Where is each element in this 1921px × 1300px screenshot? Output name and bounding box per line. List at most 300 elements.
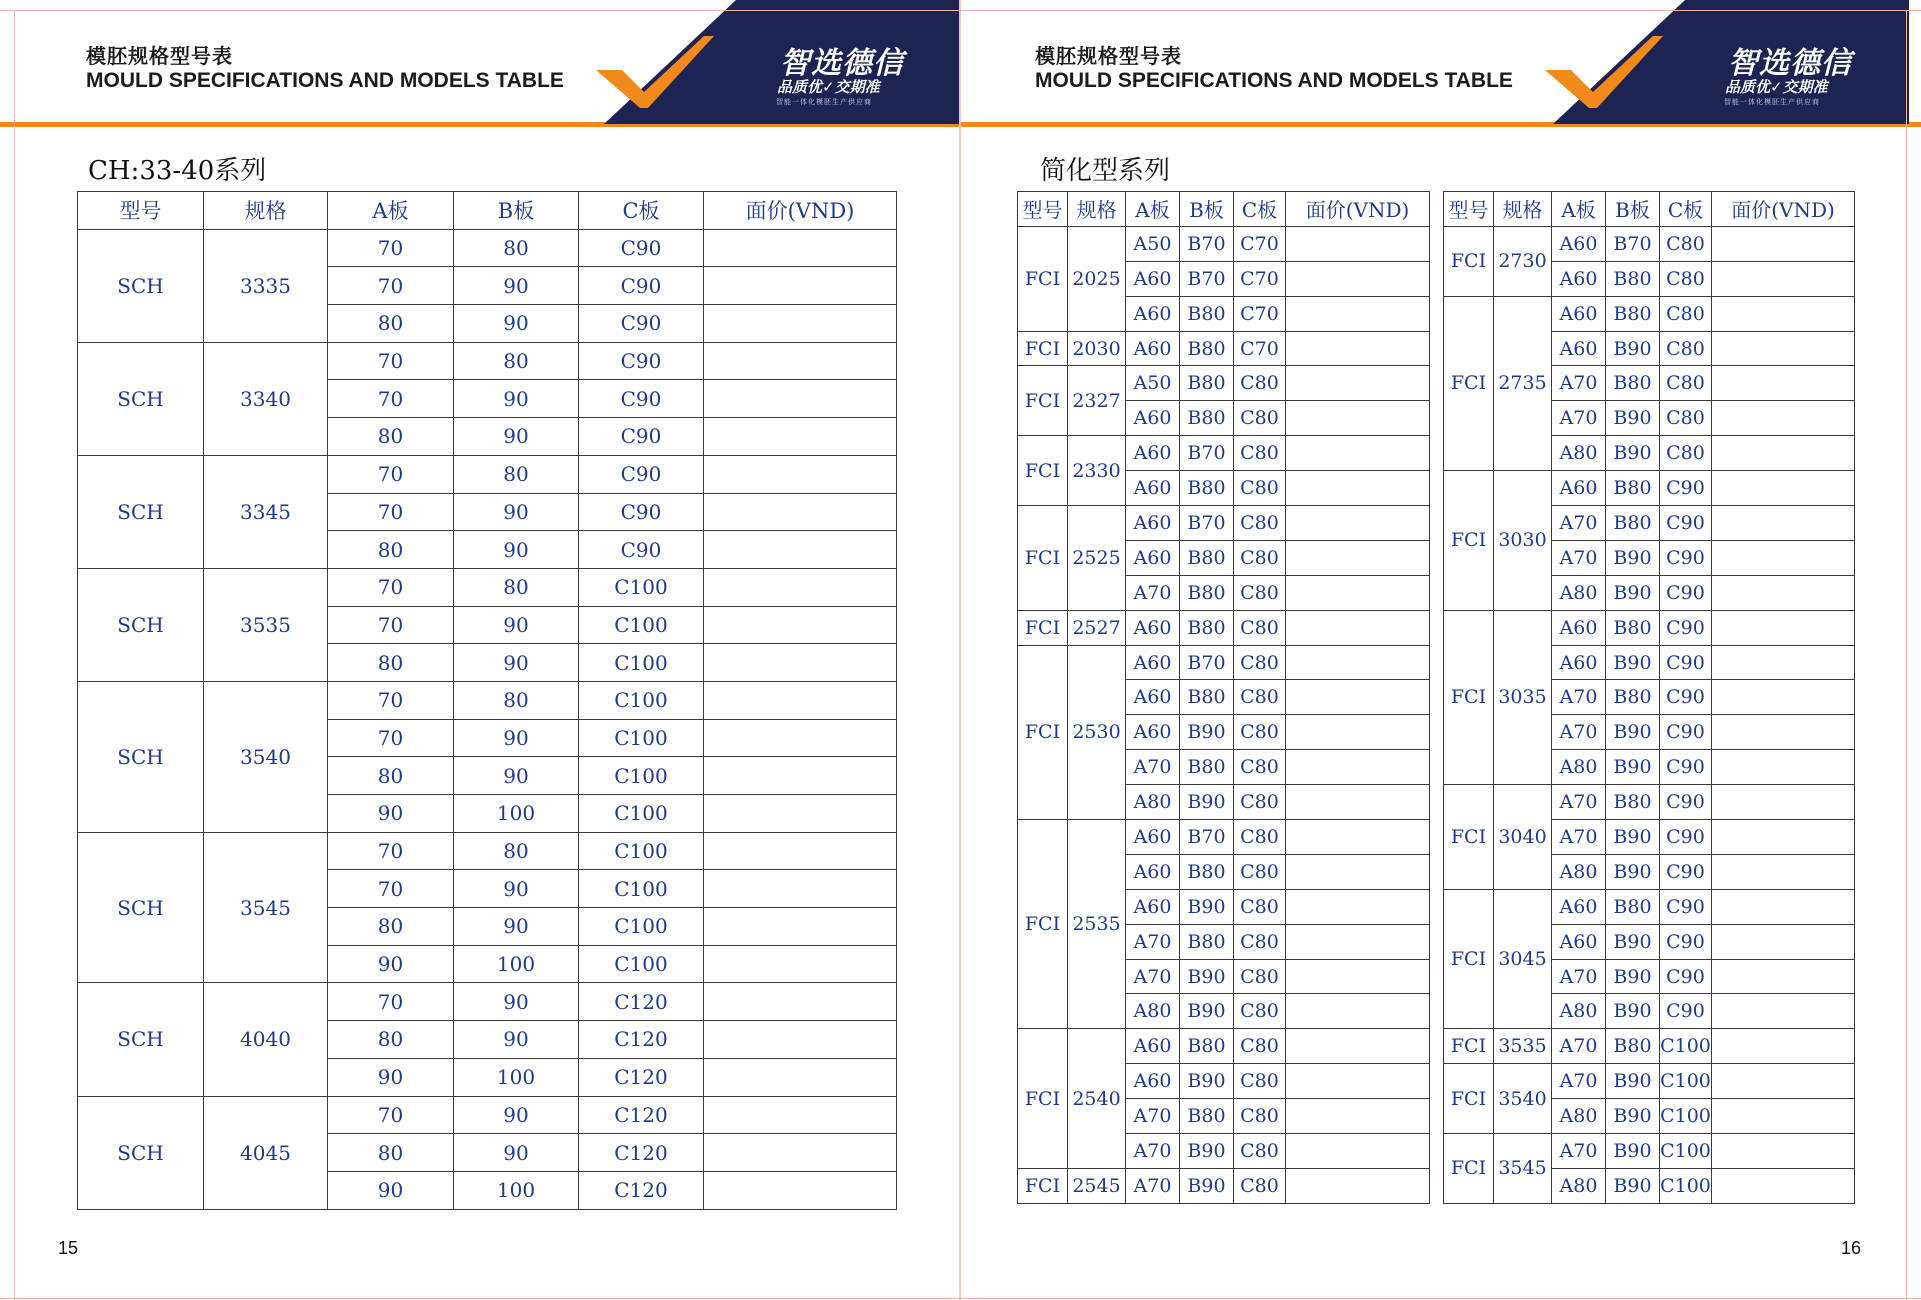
b-plate-cell: B90: [1606, 575, 1660, 610]
header-title-en: MOULD SPECIFICATIONS AND MODELS TABLE: [1035, 69, 1513, 92]
model-cell: FCI: [1444, 785, 1494, 890]
a-plate-cell: A60: [1126, 1029, 1180, 1064]
a-plate-cell: 80: [328, 418, 454, 456]
price-cell: [704, 870, 897, 908]
a-plate-cell: 70: [328, 493, 454, 531]
b-plate-cell: B90: [1180, 994, 1234, 1029]
b-plate-cell: 80: [454, 229, 579, 267]
a-plate-cell: A80: [1552, 854, 1606, 889]
a-plate-cell: A80: [1126, 785, 1180, 820]
model-cell: SCH: [78, 568, 204, 681]
b-plate-cell: B90: [1606, 436, 1660, 471]
b-plate-cell: B80: [1606, 1029, 1660, 1064]
c-plate-cell: C80: [1234, 1029, 1286, 1064]
b-plate-cell: B90: [1606, 924, 1660, 959]
c-plate-cell: C80: [1234, 366, 1286, 401]
a-plate-cell: A60: [1126, 1064, 1180, 1099]
price-cell: [1286, 366, 1430, 401]
b-plate-cell: B80: [1606, 889, 1660, 924]
table-row: [1444, 1029, 1855, 1064]
a-plate-cell: A80: [1552, 1168, 1606, 1203]
a-plate-cell: A70: [1552, 366, 1606, 401]
spec-cell: 4040: [204, 983, 328, 1096]
model-cell: FCI: [1444, 296, 1494, 470]
model-cell: FCI: [1018, 1168, 1068, 1203]
b-plate-cell: B80: [1180, 401, 1234, 436]
c-plate-cell: C90: [1660, 820, 1712, 855]
a-plate-cell: 70: [328, 229, 454, 267]
model-cell: SCH: [78, 832, 204, 983]
c-plate-cell: C120: [579, 1134, 704, 1172]
a-plate-cell: 80: [328, 757, 454, 795]
a-plate-cell: A70: [1126, 750, 1180, 785]
a-plate-cell: A60: [1552, 645, 1606, 680]
table-row: [1018, 331, 1430, 366]
a-plate-cell: A70: [1552, 401, 1606, 436]
table-row: [1018, 610, 1430, 645]
price-cell: [1286, 296, 1430, 331]
trim-line: [1906, 10, 1907, 1300]
c-plate-cell: C90: [1660, 994, 1712, 1029]
table-row: [1444, 471, 1855, 506]
c-plate-cell: C120: [579, 1058, 704, 1096]
header-model: 型号: [1018, 192, 1068, 227]
table-row: [78, 1096, 897, 1134]
a-plate-cell: 80: [328, 644, 454, 682]
c-plate-cell: C100: [579, 832, 704, 870]
a-plate-cell: A60: [1552, 924, 1606, 959]
c-plate-cell: C100: [579, 795, 704, 833]
b-plate-cell: 90: [454, 983, 579, 1021]
model-cell: FCI: [1444, 1029, 1494, 1064]
spec-table-fci-1: [1017, 191, 1430, 1204]
price-cell: [1286, 1134, 1430, 1169]
price-cell: [1712, 820, 1855, 855]
b-plate-cell: B90: [1606, 1168, 1660, 1203]
a-plate-cell: A70: [1126, 575, 1180, 610]
header-spec: 规格: [1068, 192, 1126, 227]
c-plate-cell: C100: [579, 908, 704, 946]
model-cell: FCI: [1018, 436, 1068, 506]
price-cell: [1712, 1134, 1855, 1169]
a-plate-cell: A60: [1126, 715, 1180, 750]
a-plate-cell: A50: [1126, 226, 1180, 261]
b-plate-cell: B90: [1606, 401, 1660, 436]
header-b-plate: B板: [1606, 192, 1660, 227]
a-plate-cell: 70: [328, 606, 454, 644]
a-plate-cell: A70: [1552, 1029, 1606, 1064]
a-plate-cell: A70: [1126, 924, 1180, 959]
price-cell: [704, 1171, 897, 1209]
price-cell: [1286, 924, 1430, 959]
price-cell: [1712, 401, 1855, 436]
header-b-plate: B板: [454, 192, 579, 230]
b-plate-cell: B80: [1180, 471, 1234, 506]
price-cell: [1712, 994, 1855, 1029]
a-plate-cell: A60: [1126, 610, 1180, 645]
table-row: [1018, 366, 1430, 401]
c-plate-cell: C90: [1660, 610, 1712, 645]
b-plate-cell: 90: [454, 493, 579, 531]
header-model: 型号: [1444, 192, 1494, 227]
a-plate-cell: A60: [1552, 296, 1606, 331]
a-plate-cell: A60: [1126, 506, 1180, 541]
a-plate-cell: A70: [1552, 540, 1606, 575]
price-cell: [704, 1096, 897, 1134]
model-cell: FCI: [1018, 226, 1068, 331]
price-cell: [704, 267, 897, 305]
a-plate-cell: A60: [1126, 436, 1180, 471]
price-cell: [704, 832, 897, 870]
b-plate-cell: 80: [454, 832, 579, 870]
model-cell: FCI: [1444, 889, 1494, 1029]
b-plate-cell: B90: [1606, 820, 1660, 855]
b-plate-cell: B80: [1180, 331, 1234, 366]
b-plate-cell: 90: [454, 267, 579, 305]
trim-line: [0, 1298, 1921, 1299]
price-cell: [1712, 575, 1855, 610]
spec-cell: 3540: [1494, 1064, 1552, 1134]
a-plate-cell: A70: [1552, 715, 1606, 750]
b-plate-cell: B80: [1180, 750, 1234, 785]
c-plate-cell: C90: [1660, 750, 1712, 785]
b-plate-cell: 100: [454, 1171, 579, 1209]
price-cell: [1286, 610, 1430, 645]
price-cell: [1712, 540, 1855, 575]
c-plate-cell: C80: [1234, 889, 1286, 924]
price-cell: [704, 606, 897, 644]
a-plate-cell: A80: [1552, 750, 1606, 785]
brand-tagline: 智能一体化模胚生产供应商: [776, 98, 872, 106]
b-plate-cell: B80: [1606, 680, 1660, 715]
c-plate-cell: C90: [1660, 540, 1712, 575]
c-plate-cell: C70: [1234, 296, 1286, 331]
c-plate-cell: C90: [1660, 680, 1712, 715]
b-plate-cell: B70: [1180, 261, 1234, 296]
b-plate-cell: 80: [454, 681, 579, 719]
header-c-plate: C板: [579, 192, 704, 230]
table-row: [78, 229, 897, 267]
a-plate-cell: A60: [1126, 471, 1180, 506]
spec-cell: 2025: [1068, 226, 1126, 331]
a-plate-cell: A60: [1126, 820, 1180, 855]
header-title-cn: 模胚规格型号表: [86, 44, 233, 68]
spec-cell: 3040: [1494, 785, 1552, 890]
b-plate-cell: B90: [1180, 785, 1234, 820]
b-plate-cell: B90: [1606, 715, 1660, 750]
price-cell: [1286, 820, 1430, 855]
b-plate-cell: 90: [454, 908, 579, 946]
a-plate-cell: 70: [328, 455, 454, 493]
header-a-plate: A板: [328, 192, 454, 230]
price-cell: [1286, 506, 1430, 541]
b-plate-cell: B70: [1180, 226, 1234, 261]
spec-cell: 2535: [1068, 820, 1126, 1029]
b-plate-cell: B70: [1180, 820, 1234, 855]
price-cell: [1712, 1029, 1855, 1064]
model-cell: FCI: [1018, 331, 1068, 366]
c-plate-cell: C80: [1234, 645, 1286, 680]
a-plate-cell: A60: [1552, 226, 1606, 261]
c-plate-cell: C80: [1234, 1099, 1286, 1134]
price-cell: [1712, 854, 1855, 889]
price-cell: [1286, 1168, 1430, 1203]
price-cell: [704, 342, 897, 380]
price-cell: [1712, 785, 1855, 820]
b-plate-cell: 90: [454, 870, 579, 908]
price-cell: [704, 531, 897, 569]
c-plate-cell: C80: [1660, 401, 1712, 436]
c-plate-cell: C80: [1234, 471, 1286, 506]
price-cell: [1712, 1168, 1855, 1203]
b-plate-cell: B80: [1180, 366, 1234, 401]
a-plate-cell: A60: [1552, 471, 1606, 506]
price-cell: [1286, 401, 1430, 436]
a-plate-cell: 80: [328, 908, 454, 946]
a-plate-cell: A70: [1552, 959, 1606, 994]
b-plate-cell: B90: [1606, 1134, 1660, 1169]
a-plate-cell: 70: [328, 568, 454, 606]
price-cell: [704, 568, 897, 606]
spec-cell: 2327: [1068, 366, 1126, 436]
c-plate-cell: C80: [1234, 715, 1286, 750]
a-plate-cell: A70: [1126, 959, 1180, 994]
price-cell: [1286, 471, 1430, 506]
b-plate-cell: 90: [454, 606, 579, 644]
header-model: 型号: [78, 192, 204, 230]
b-plate-cell: B80: [1606, 610, 1660, 645]
a-plate-cell: 70: [328, 870, 454, 908]
brand-name: 智选德信: [1728, 46, 1852, 81]
c-plate-cell: C80: [1234, 540, 1286, 575]
c-plate-cell: C90: [1660, 575, 1712, 610]
model-cell: FCI: [1444, 226, 1494, 296]
price-cell: [704, 795, 897, 833]
price-cell: [704, 380, 897, 418]
c-plate-cell: C90: [579, 455, 704, 493]
a-plate-cell: 90: [328, 795, 454, 833]
spec-cell: 3545: [204, 832, 328, 983]
c-plate-cell: C80: [1660, 366, 1712, 401]
table-row: [1018, 820, 1430, 855]
c-plate-cell: C90: [579, 342, 704, 380]
brand-slogan: 品质优✓交期准: [777, 78, 880, 96]
c-plate-cell: C80: [1234, 959, 1286, 994]
c-plate-cell: C90: [1660, 715, 1712, 750]
c-plate-cell: C80: [1234, 610, 1286, 645]
b-plate-cell: B80: [1606, 366, 1660, 401]
b-plate-cell: 90: [454, 719, 579, 757]
price-cell: [704, 945, 897, 983]
c-plate-cell: C80: [1234, 680, 1286, 715]
header-price: 面价(VND): [704, 192, 897, 230]
table-row: [1018, 506, 1430, 541]
b-plate-cell: B70: [1180, 436, 1234, 471]
spec-table-ch: [77, 191, 897, 1210]
trim-line: [14, 10, 15, 1300]
price-cell: [1286, 889, 1430, 924]
c-plate-cell: C100: [579, 606, 704, 644]
c-plate-cell: C70: [1234, 226, 1286, 261]
c-plate-cell: C80: [1234, 1064, 1286, 1099]
model-cell: FCI: [1444, 1064, 1494, 1134]
table-header-row: [1018, 192, 1430, 227]
c-plate-cell: C120: [579, 983, 704, 1021]
spec-cell: 3340: [204, 342, 328, 455]
c-plate-cell: C90: [1660, 889, 1712, 924]
spec-cell: 3335: [204, 229, 328, 342]
price-cell: [1286, 854, 1430, 889]
table-row: [78, 342, 897, 380]
price-cell: [704, 455, 897, 493]
model-cell: SCH: [78, 342, 204, 455]
table-row: [78, 681, 897, 719]
header-a-plate: A板: [1552, 192, 1606, 227]
c-plate-cell: C100: [579, 644, 704, 682]
c-plate-cell: C70: [1234, 261, 1286, 296]
table-row: [1444, 296, 1855, 331]
b-plate-cell: 100: [454, 795, 579, 833]
model-cell: FCI: [1444, 610, 1494, 784]
c-plate-cell: C90: [1660, 645, 1712, 680]
price-cell: [1712, 959, 1855, 994]
price-cell: [1712, 436, 1855, 471]
header-a-plate: A板: [1126, 192, 1180, 227]
spec-cell: 2735: [1494, 296, 1552, 470]
model-cell: FCI: [1018, 1029, 1068, 1169]
header-price: 面价(VND): [1286, 192, 1430, 227]
a-plate-cell: 90: [328, 945, 454, 983]
a-plate-cell: A60: [1552, 331, 1606, 366]
a-plate-cell: 80: [328, 1134, 454, 1172]
a-plate-cell: A60: [1552, 889, 1606, 924]
price-cell: [1286, 994, 1430, 1029]
b-plate-cell: B90: [1606, 994, 1660, 1029]
c-plate-cell: C80: [1234, 1168, 1286, 1203]
spec-cell: 3035: [1494, 610, 1552, 784]
c-plate-cell: C70: [1234, 331, 1286, 366]
c-plate-cell: C120: [579, 1021, 704, 1059]
spec-cell: 2545: [1068, 1168, 1126, 1203]
table-row: [1018, 1029, 1430, 1064]
spec-cell: 2030: [1068, 331, 1126, 366]
model-cell: FCI: [1444, 471, 1494, 611]
c-plate-cell: C80: [1234, 994, 1286, 1029]
c-plate-cell: C90: [579, 531, 704, 569]
price-cell: [704, 305, 897, 343]
price-cell: [1712, 261, 1855, 296]
b-plate-cell: 90: [454, 644, 579, 682]
spec-cell: 2330: [1068, 436, 1126, 506]
section-title: CH:33-40系列: [88, 156, 267, 186]
price-cell: [1712, 1064, 1855, 1099]
price-cell: [1286, 959, 1430, 994]
b-plate-cell: B80: [1180, 854, 1234, 889]
a-plate-cell: A70: [1552, 506, 1606, 541]
brand-name: 智选德信: [780, 46, 904, 81]
price-cell: [1286, 1064, 1430, 1099]
price-cell: [704, 908, 897, 946]
c-plate-cell: C100: [1660, 1064, 1712, 1099]
c-plate-cell: C90: [1660, 785, 1712, 820]
b-plate-cell: B80: [1180, 1029, 1234, 1064]
c-plate-cell: C80: [1660, 296, 1712, 331]
b-plate-cell: 90: [454, 531, 579, 569]
header-b-plate: B板: [1180, 192, 1234, 227]
page-spine: [959, 0, 961, 1300]
spec-cell: 3545: [1494, 1134, 1552, 1204]
a-plate-cell: A80: [1552, 994, 1606, 1029]
b-plate-cell: B90: [1606, 331, 1660, 366]
price-cell: [1286, 645, 1430, 680]
a-plate-cell: A60: [1126, 889, 1180, 924]
a-plate-cell: A50: [1126, 366, 1180, 401]
c-plate-cell: C90: [579, 418, 704, 456]
spec-cell: 3030: [1494, 471, 1552, 611]
c-plate-cell: C80: [1660, 226, 1712, 261]
c-plate-cell: C90: [579, 380, 704, 418]
model-cell: SCH: [78, 681, 204, 832]
price-cell: [1286, 680, 1430, 715]
model-cell: SCH: [78, 1096, 204, 1209]
c-plate-cell: C120: [579, 1096, 704, 1134]
b-plate-cell: B80: [1606, 296, 1660, 331]
a-plate-cell: A60: [1126, 331, 1180, 366]
b-plate-cell: B70: [1180, 506, 1234, 541]
b-plate-cell: 90: [454, 1134, 579, 1172]
c-plate-cell: C80: [1234, 401, 1286, 436]
table-row: [1018, 1168, 1430, 1203]
price-cell: [1712, 680, 1855, 715]
c-plate-cell: C80: [1234, 575, 1286, 610]
c-plate-cell: C90: [579, 305, 704, 343]
price-cell: [1286, 750, 1430, 785]
brand-slogan: 品质优✓交期准: [1725, 78, 1828, 96]
c-plate-cell: C90: [1660, 471, 1712, 506]
trim-line: [0, 10, 1921, 11]
a-plate-cell: 70: [328, 267, 454, 305]
price-cell: [1712, 1099, 1855, 1134]
a-plate-cell: 70: [328, 342, 454, 380]
c-plate-cell: C100: [579, 757, 704, 795]
table-row: [78, 983, 897, 1021]
price-cell: [1712, 750, 1855, 785]
spec-cell: 2527: [1068, 610, 1126, 645]
price-cell: [704, 983, 897, 1021]
c-plate-cell: C90: [1660, 854, 1712, 889]
b-plate-cell: 90: [454, 1021, 579, 1059]
a-plate-cell: A60: [1126, 296, 1180, 331]
b-plate-cell: B90: [1606, 959, 1660, 994]
b-plate-cell: B80: [1180, 575, 1234, 610]
c-plate-cell: C80: [1234, 924, 1286, 959]
a-plate-cell: 70: [328, 832, 454, 870]
b-plate-cell: 80: [454, 342, 579, 380]
header-title-cn: 模胚规格型号表: [1035, 44, 1182, 68]
b-plate-cell: B80: [1606, 785, 1660, 820]
a-plate-cell: A80: [1552, 1099, 1606, 1134]
a-plate-cell: A70: [1126, 1168, 1180, 1203]
section-title: 简化型系列: [1040, 156, 1171, 186]
table-row: [1444, 785, 1855, 820]
page-number: 15: [58, 1238, 79, 1258]
model-cell: SCH: [78, 229, 204, 342]
b-plate-cell: B90: [1606, 540, 1660, 575]
b-plate-cell: 90: [454, 1096, 579, 1134]
header-c-plate: C板: [1660, 192, 1712, 227]
price-cell: [1286, 226, 1430, 261]
b-plate-cell: B90: [1180, 1064, 1234, 1099]
